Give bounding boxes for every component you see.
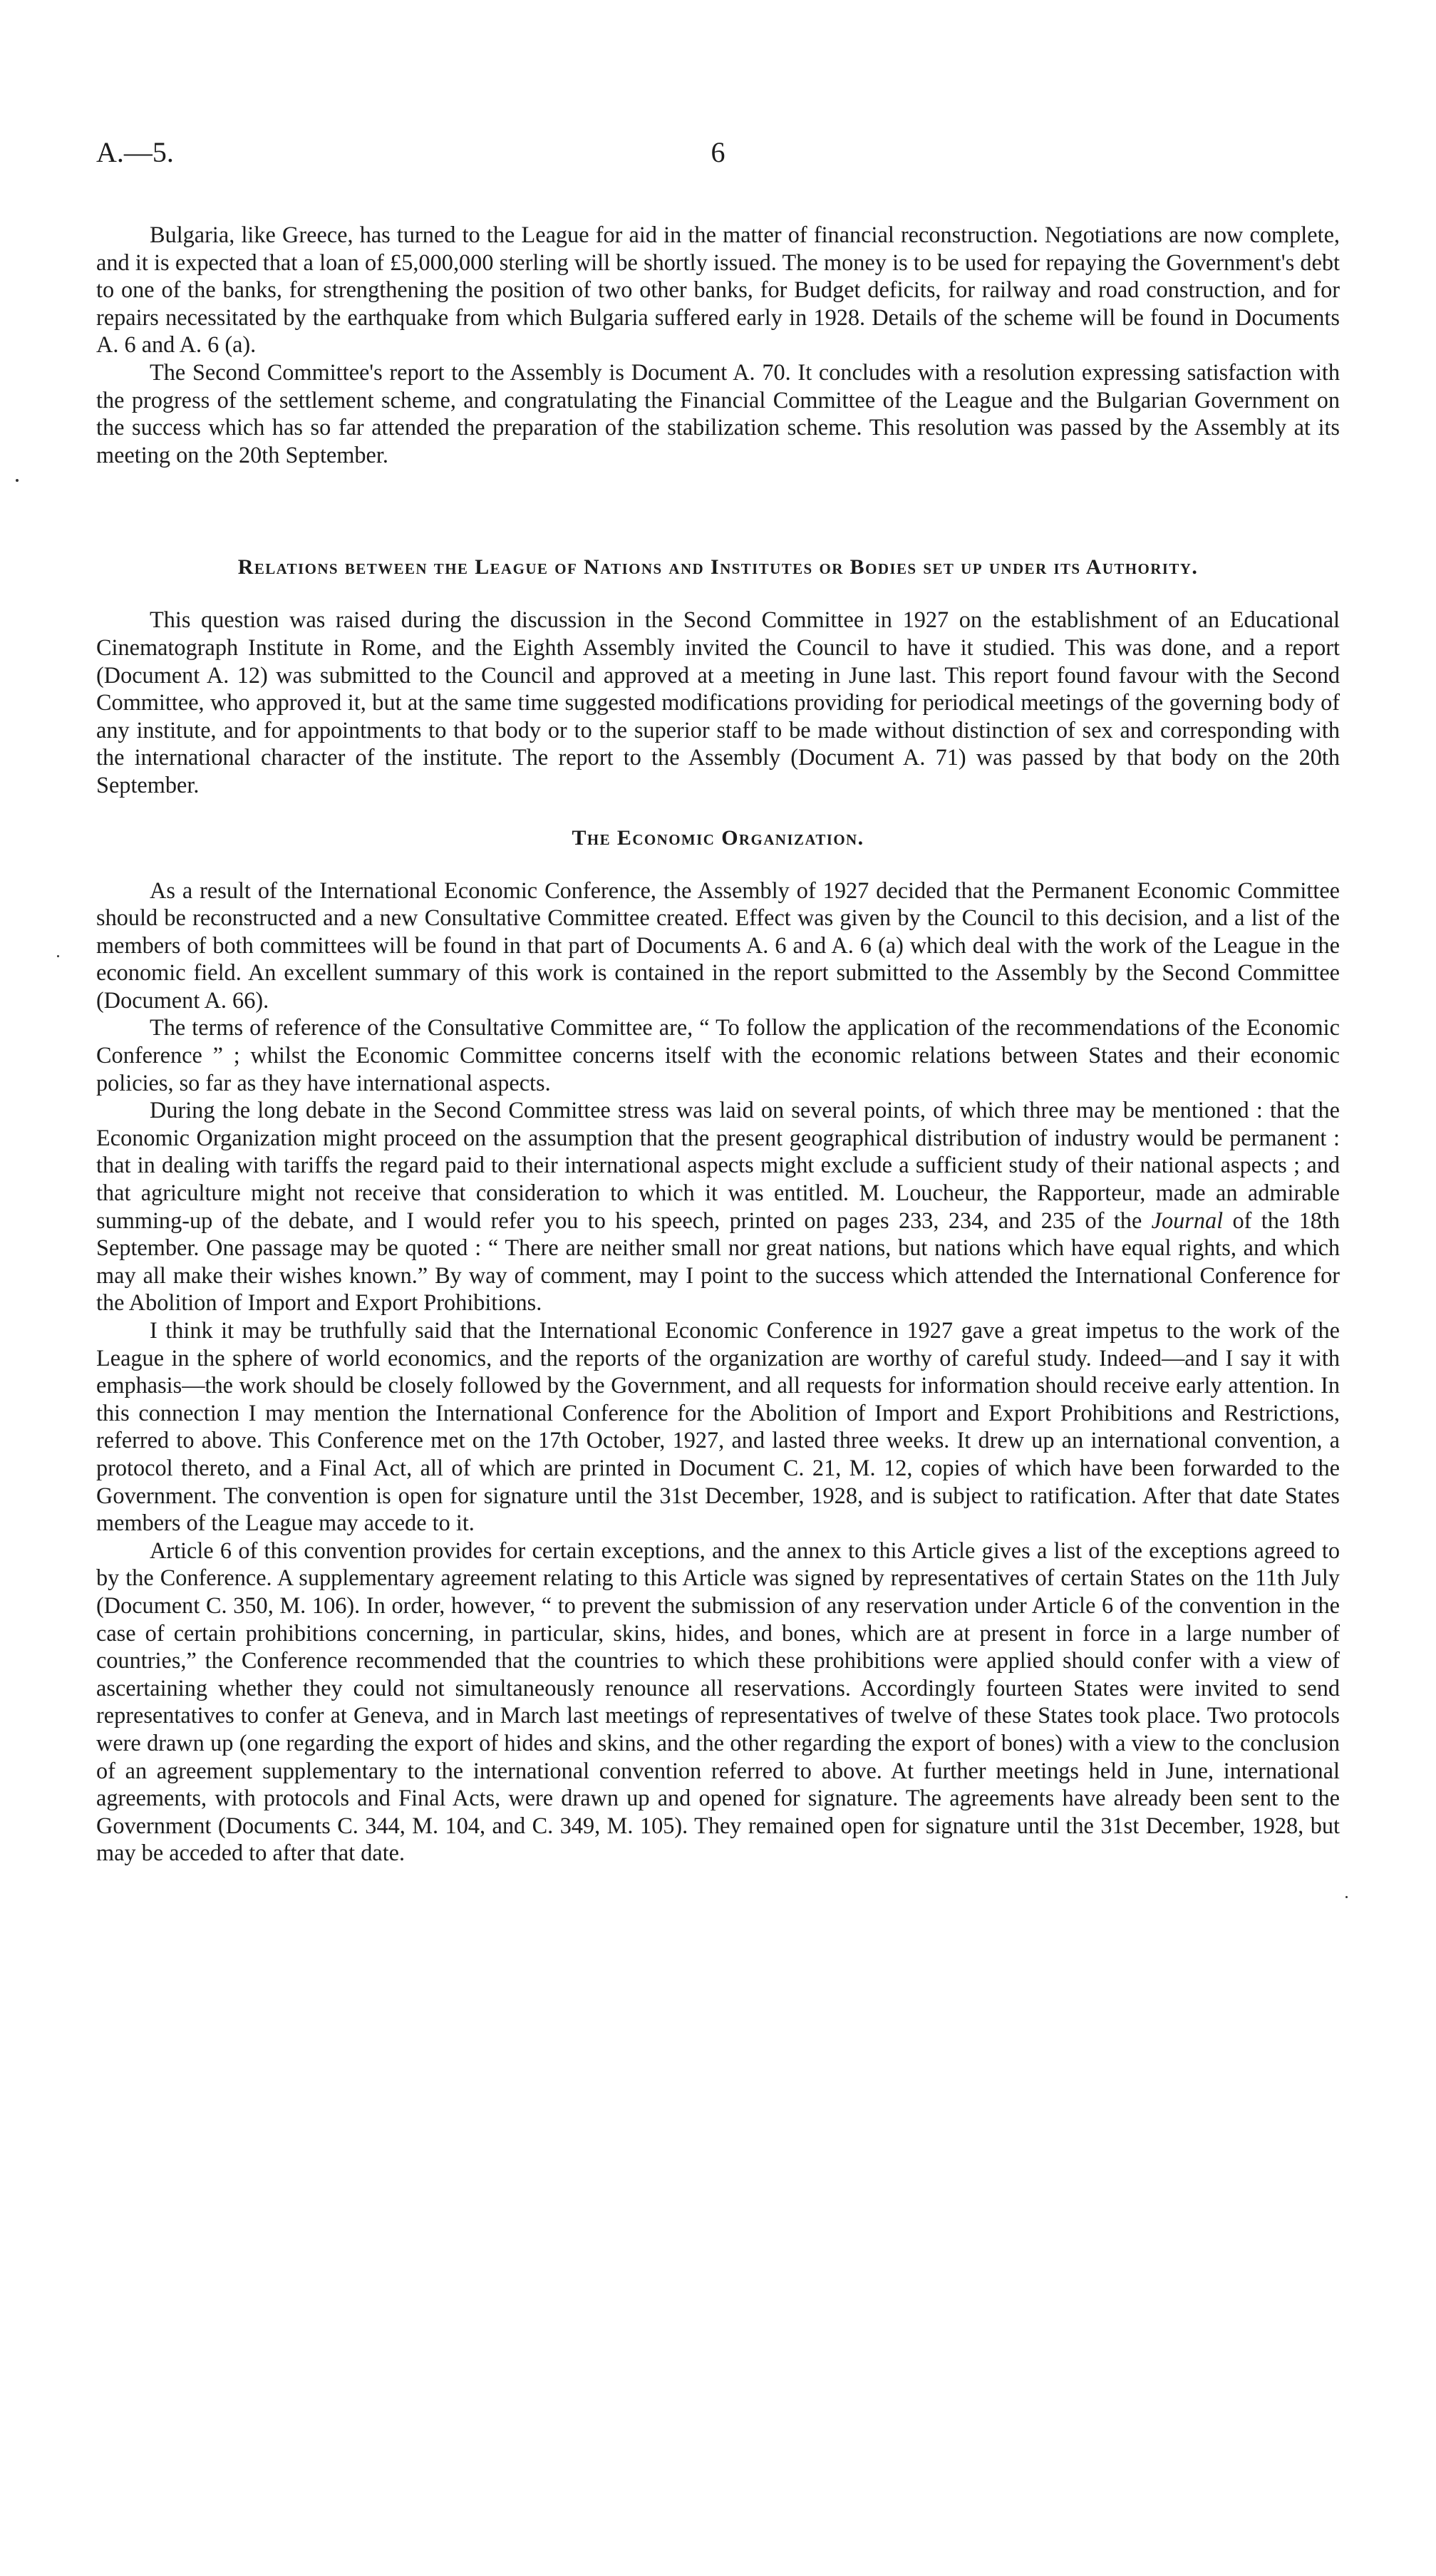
- section-heading-relations: Relations between the League of Nations and Institutes or Bodies set up under its Authority.: [237, 555, 1199, 579]
- section-economic: [96, 877, 1340, 1867]
- paragraph: The Second Committee's report to the Assembly is Document A. 70. It concludes with a resolution expressing satisfaction with the progress of the settlement scheme, and congratulating the Financial Committee of the League and the Bulgarian Government on the success which has so far attended the preparation of the stabilization scheme. This resolution was passed by the Assembly at its meeting on the 20th September.: [96, 359, 1340, 468]
- section-relations: [96, 606, 1340, 798]
- page-number: 6: [711, 136, 725, 168]
- running-header: [96, 135, 1340, 178]
- paragraph: During the long debate in the Second Committee stress was laid on several points, of which three may be mentioned : that the Economic Organization might proceed on the assumption that the present geographical distribution of industry would be permanent : that in dealing with tariffs the regard paid to their international aspects might exclude a sufficient study of their national aspects ; and that agriculture might not receive that consideration to which it was entitled. M. Loucheur, the Rapporteur, made an admirable summing-up of the debate, and I would refer you to his speech, printed on pages 233, 234, and 235 of the Journal of the 18th September. One passage may be quoted : “ There are neither small nor great nations, but nations which have equal rights, and which may all make their wishes known.” By way of comment, may I point to the success which attended the International Conference for the Abolition of Import and Export Prohibitions.: [96, 1097, 1340, 1316]
- paragraph: Article 6 of this convention provides for certain exceptions, and the annex to this Article gives a list of the exceptions agreed to by the Conference. A supplementary agreement relating to this Article was signed by representatives of certain States on the 11th July (Document C. 350, M. 106). In order, however, “ to prevent the submission of any reservation under Article 6 of the convention in the case of certain prohibitions concerning, in particular, skins, hides, and bones, which are at present in force in a large number of countries,” the Conference recommended that the countries to which these prohibitions were applied should confer with a view of ascertaining whether they could not simultaneously renounce all reservations. Accordingly fourteen States were invited to send representatives to confer at Geneva, and in March last meetings of representatives of twelve of these States took place. Two protocols were drawn up (one regarding the export of hides and skins, and the other regarding the export of bones) with a view to the conclusion of an agreement supplementary to the international convention referred to above. At further meetings held in June, international agreements, with protocols and Final Acts, were drawn up and opened for signature. The agreements have already been sent to the Government (Documents C. 344, M. 104, and C. 349, M. 105). They remained open for signature until the 31st December, 1928, but may be acceded to after that date.: [96, 1537, 1340, 1866]
- scan-speck: [57, 955, 59, 957]
- scan-speck: [16, 479, 19, 482]
- paragraph: Bulgaria, like Greece, has turned to the League for aid in the matter of financial reconstruction. Negotiations are now complete, and it is expected that a loan of £5,000,000 sterling will be shortly issued. The money is to be used for repaying the Government's debt to one of the banks, for strengthening the position of two other banks, for Budget deficits, for railway and road construction, and for repairs necessitated by the earthquake from which Bulgaria suffered early in 1928. Details of the scheme will be found in Documents A. 6 and A. 6 (a).: [96, 222, 1340, 358]
- paragraph: The terms of reference of the Consultative Committee are, “ To follow the application of the recommendations of the Economic Conference ” ; whilst the Economic Committee concerns itself with the economic relations between States and their economic policies, so far as they have international aspects.: [96, 1014, 1340, 1096]
- section-heading-economic: The Economic Organization.: [572, 825, 864, 850]
- paragraph: I think it may be truthfully said that the International Economic Conference in 1927 gave a great impetus to the work of the League in the sphere of world economics, and the reports of the organization are worthy of careful study. Indeed—and I say it with emphasis—the work should be closely followed by the Government, and all requests for information should receive early attention. In this connection I may mention the International Conference for the Abolition of Import and Export Prohibitions and Restrictions, referred to above. This Conference met on the 17th October, 1927, and lasted three weeks. It drew up an international convention, a protocol thereto, and a Final Act, all of which are printed in Document C. 21, M. 12, copies of which have been forwarded to the Government. The convention is open for signature until the 31st December, 1928, and is subject to ratification. After that date States members of the League may accede to it.: [96, 1317, 1340, 1536]
- paragraph: As a result of the International Economic Conference, the Assembly of 1927 decided that the Permanent Economic Committee should be reconstructed and a new Consultative Committee created. Effect was given by the Council to this decision, and a list of the members of both committees will be found in that part of Documents A. 6 and A. 6 (a) which deal with the work of the League in the economic field. An excellent summary of this work is contained in the report submitted to the Assembly by the Second Committee (Document A. 66).: [96, 877, 1340, 1013]
- scan-speck: [1345, 1896, 1348, 1898]
- journal-title: Journal: [1151, 1207, 1224, 1233]
- section-bulgaria: [96, 221, 1340, 468]
- paragraph: This question was raised during the discussion in the Second Committee in 1927 on the establishment of an Educational Cinematograph Institute in Rome, and the Eighth Assembly invited the Council to have it studied. This was done, and a report (Document A. 12) was submitted to the Council and approved at a meeting in June last. This report found favour with the Second Committee, who approved it, but at the same time suggested modifications providing for periodical meetings of the governing body of any institute, and for appointments to that body or to the superior staff to be made without distinction of sex and corresponding with the international character of the institute. The report to the Assembly (Document A. 71) was passed by that body on the 20th September.: [96, 607, 1340, 798]
- document-reference: A.—5.: [96, 136, 174, 168]
